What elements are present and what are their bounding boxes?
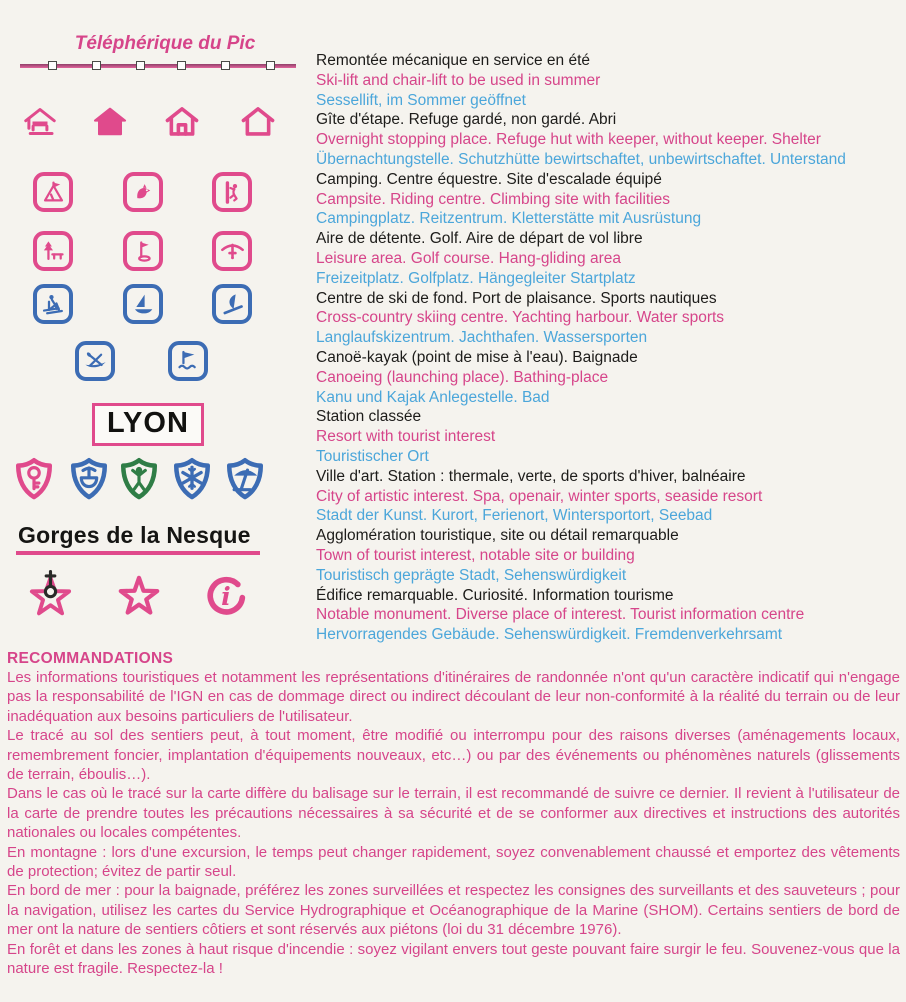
notable-site-sample-label: Gorges de la Nesque [18,522,251,548]
legend-entries [316,51,902,645]
golf-flag-icon [123,231,163,271]
recommendations-paragraph: En montagne : lors d'une excursion, le temps peut changer rapidement, soyez convenablement chaussé et emportez des vêtements de protection; évitez de partir seul. [7,843,900,881]
legend-line-fr: Édifice remarquable. Curiosité. Information tourisme [316,586,674,604]
svg-text:i: i [221,581,231,612]
legend-line-fr: Station classée [316,408,422,426]
leisure-area-tree-bench-icon [33,231,73,271]
riding-centre-horse-icon [123,172,163,212]
legend-line-de: Freizeitplatz. Golfplatz. Hängegleiter Startplatz [316,269,636,287]
legend-line-fr: Camping. Centre équestre. Site d'escalade équipé [316,170,662,188]
legend-line-de: Campingplatz. Reitzentrum. Kletterstätte mit Ausrüstung [316,210,702,228]
hang-gliding-wing-icon [212,231,252,271]
seaside-umbrella-shield-icon [224,457,266,501]
legend-line-en: Leisure area. Golf course. Hang-gliding area [316,249,622,267]
legend-line-en: Resort with tourist interest [316,428,496,446]
legend-line-de: Touristisch geprägte Stadt, Sehenswürdigkeit [316,566,627,584]
legend-line-fr: Aire de détente. Golf. Aire de départ de vol libre [316,230,643,248]
legend-line-de: Langlaufskizentrum. Jachthafen. Wassersporten [316,329,648,347]
notable-monument-star-cross-icon [27,570,74,621]
cableway-pylon-square [266,61,275,70]
spa-fountain-shield-icon [68,457,110,501]
cableway-pylon-square [177,61,186,70]
recommendations-paragraph: En bord de mer : pour la baignade, préférez les zones surveillées et respectez les consignes des surveillants et des sauveteurs ; pour la navigation, utilisez les cartes du Service Hydrographique et Océanographique de la Marine (SHOM). Certains sentiers de bord de mer ont la nature de sentiers côtiers et sont réservés aux piétons (loi du 31 décembre 1976). [7,882,900,939]
refuge-with-keeper-solid-house-icon [92,105,128,138]
refuge-without-keeper-house-icon [164,105,200,138]
station-verte-figure-shield-icon [118,457,160,501]
ville-art-key-shield-icon [13,457,55,501]
curiosity-star-icon [116,574,162,620]
yachting-harbour-sailboat-icon [123,284,163,324]
legend-line-de: Übernachtungstelle. Schutzhütte bewirtschaftet, unbewirtschaftet. Unterstand [316,150,846,168]
legend-line-en: Campsite. Riding centre. Climbing site with facilities [316,190,671,208]
scan-edge-strip [148,995,906,1002]
recommendations-title: RECOMMANDATIONS [7,650,174,667]
legend-line-fr: Gîte d'étape. Refuge gardé, non gardé. Abri [316,111,617,129]
classified-resort-town-sample [92,403,204,446]
legend-line-de: Hervorragendes Gebäude. Sehenswürdigkeit. Fremdenverkehrsamt [316,626,783,644]
bathing-place-icon [168,341,208,381]
lyon-label: LYON [107,407,189,439]
tourist-information-icon [203,574,248,619]
canoe-kayak-icon [75,341,115,381]
winter-sports-snowflake-shield-icon [171,457,213,501]
legend-line-en: Notable monument. Diverse place of interest. Tourist information centre [316,606,805,624]
legend-line-fr: Canoë-kayak (point de mise à l'eau). Baignade [316,348,638,366]
gite-etape-bed-house-icon [22,105,58,138]
legend-line-en: Cross-country skiing centre. Yachting harbour. Water sports [316,309,725,327]
cableway-pylon-square [221,61,230,70]
cableway-pylon-square [48,61,57,70]
recommendations-paragraph: Le tracé au sol des sentiers peut, à tout moment, être modifié ou interrompu pour des raisons diverses (aménagements locaux, remembrement foncier, implantation d'équipements nouveaux, etc…) ou par des événements ou phénomènes naturels (glissements de terrain, éboulis…). [7,727,900,784]
cross-country-skier-icon [33,284,73,324]
legend-line-fr: Agglomération touristique, site ou détail remarquable [316,527,679,545]
cableway-line-symbol [20,64,296,68]
recommendations-section [7,649,900,979]
legend-line-de: Kanu und Kajak Anlegestelle. Bad [316,388,550,406]
legend-line-en: Town of tourist interest, notable site or building [316,546,635,564]
campsite-tent-icon [33,172,73,212]
legend-line-de: Stadt der Kunst. Kurort, Ferienort, Wintersportort, Seebad [316,507,713,525]
legend-line-fr: Remontée mécanique en service en été [316,52,590,69]
recommendations-paragraph: Dans le cas où le tracé sur la carte diffère du balisage sur le terrain, il est recommandé de suivre ce dernier. Il revient à l'utilisateur de la carte de prendre toutes les précautions nécessaires à sa sécurité et de se conformer aux directives et instructions des autorités nationales ou locales compétentes. [7,785,900,842]
legend-line-fr: Centre de ski de fond. Port de plaisance. Sports nautiques [316,289,717,307]
cableway-pylon-square [136,61,145,70]
recommendations-paragraph: En forêt et dans les zones à haut risque d'incendie : soyez vigilant envers tout geste pouvant faire surgir le feu. Souvenez-vous que la nature est fragile. Respectez-la ! [7,940,900,978]
legend-line-en: Overnight stopping place. Refuge hut with keeper, without keeper. Shelter [316,131,821,149]
legend-line-fr: Ville d'art. Station : thermale, verte, de sports d'hiver, balnéaire [316,467,746,485]
legend-line-en: City of artistic interest. Spa, openair, winter sports, seaside resort [316,487,763,505]
legend-line-en: Canoeing (launching place). Bathing-place [316,368,609,386]
legend-line-de: Sessellift, im Sommer geöffnet [316,91,526,109]
recommendations-paragraph: Les informations touristiques et notamment les représentations d'itinéraires de randonnée n'ont qu'un caractère indicatif qui n'engage pas la responsabilité de l'IGN en cas de dommage direct ou indirect découlant de leur non-conformité à la réalité du terrain ou de leur inadéquation aux besoins particuliers de l'utilisateur. [7,669,900,725]
cableway-pylon-square [92,61,101,70]
climbing-site-climber-icon [212,172,252,212]
water-sports-windsurf-icon [212,284,252,324]
notable-site-underline [16,551,260,555]
legend-line-en: Ski-lift and chair-lift to be used in summer [316,71,601,89]
shelter-house-icon [240,105,276,138]
legend-line-de: Touristischer Ort [316,447,429,465]
cableway-title: Téléphérique du Pic [74,33,256,54]
